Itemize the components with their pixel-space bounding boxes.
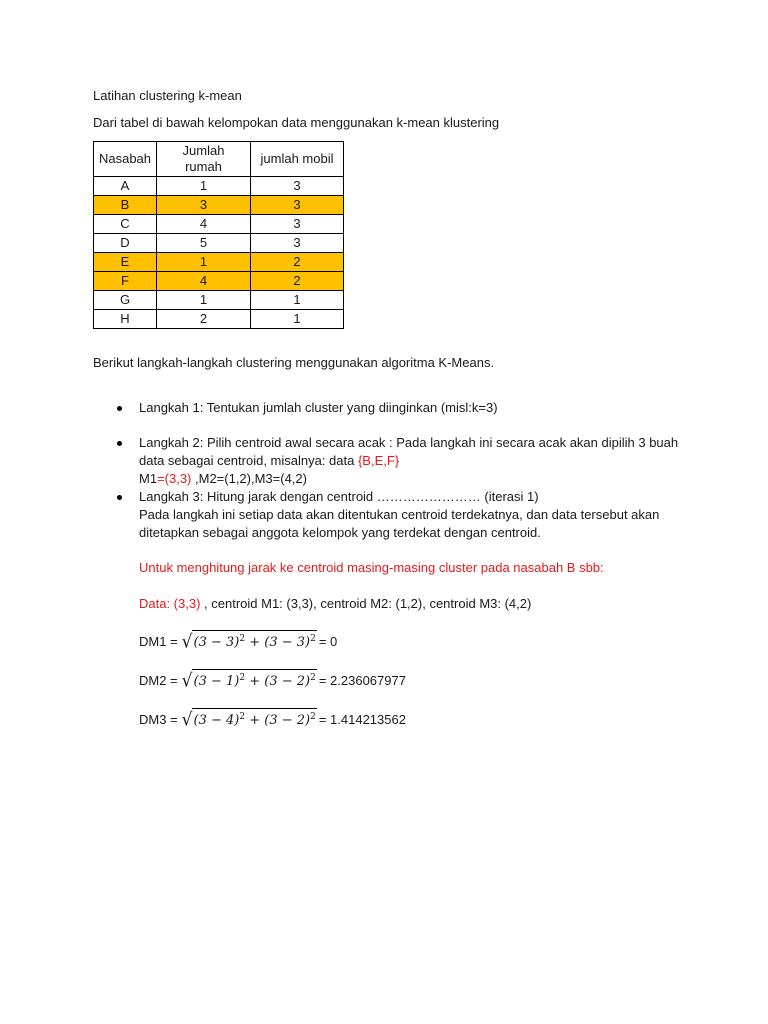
table-row bbox=[94, 253, 344, 272]
data-centroid-line: Data: (3,3) , centroid M1: (3,3), centroid M2: (1,2), centroid M3: (4,2) bbox=[139, 596, 532, 611]
cell-nasabah: H bbox=[94, 310, 157, 329]
table-row bbox=[94, 310, 344, 329]
cell-nasabah: E bbox=[94, 253, 157, 272]
result-dm3: = 1.414213562 bbox=[318, 712, 406, 727]
intro-text: Dari tabel di bawah kelompokan data menggunakan k-mean klustering bbox=[93, 115, 500, 130]
cell-nasabah: D bbox=[94, 234, 157, 253]
cell-nasabah: G bbox=[94, 291, 157, 310]
steps-intro: Berikut langkah-langkah clustering menggunakan algoritma K-Means. bbox=[93, 355, 495, 370]
step-2-line-1: Langkah 2: Pilih centroid awal secara acak : Pada langkah ini secara acak akan dipilih 3 buah bbox=[139, 435, 679, 450]
bullet-step-3 bbox=[117, 495, 122, 500]
step-2-selected-data: {B,E,F} bbox=[357, 453, 400, 468]
table-row bbox=[94, 215, 344, 234]
cell-jumlah-rumah: 4 bbox=[157, 272, 251, 291]
result-dm2: = 2.236067977 bbox=[318, 673, 406, 688]
cell-jumlah-mobil: 2 bbox=[251, 253, 344, 272]
document-title: Latihan clustering k-mean bbox=[93, 88, 242, 103]
cell-jumlah-rumah: 2 bbox=[157, 310, 251, 329]
table-row bbox=[94, 291, 344, 310]
bullet-step-2 bbox=[117, 441, 122, 446]
cell-jumlah-rumah: 1 bbox=[157, 253, 251, 272]
data-point-b: Data: (3,3) bbox=[139, 596, 201, 611]
cell-jumlah-rumah: 1 bbox=[157, 177, 251, 196]
step-3-line-2: Pada langkah ini setiap data akan ditentukan centroid terdekatnya, dan data tersebut akan bbox=[139, 507, 660, 522]
table-row bbox=[94, 177, 344, 196]
table-row bbox=[94, 272, 344, 291]
cell-nasabah: C bbox=[94, 215, 157, 234]
cell-nasabah: F bbox=[94, 272, 157, 291]
cell-jumlah-rumah: 3 bbox=[157, 196, 251, 215]
step-2-line-2: data sebagai centroid, misalnya: data {B,E,F} bbox=[139, 453, 400, 468]
distance-note: Untuk menghitung jarak ke centroid masing-masing cluster pada nasabah B sbb: bbox=[139, 560, 604, 575]
sqrt-dm3: √ $(3 - 4)^2 + (3 - 2)^2$ bbox=[181, 709, 316, 731]
cell-jumlah-mobil: 3 bbox=[251, 234, 344, 253]
cell-jumlah-mobil: 2 bbox=[251, 272, 344, 291]
formula-dm3: DM3 = √ $(3 - 4)^2 + (3 - 2)^2$ = 1.414213562 bbox=[139, 709, 406, 731]
centroid-m1-value: =(3,3) bbox=[157, 471, 192, 486]
cell-jumlah-mobil: 3 bbox=[251, 177, 344, 196]
cell-jumlah-mobil: 3 bbox=[251, 196, 344, 215]
data-table bbox=[93, 141, 344, 329]
header-jumlah-mobil: jumlah mobil bbox=[251, 142, 344, 177]
step-3-line-1: Langkah 3: Hitung jarak dengan centroid …………………… (iterasi 1) bbox=[139, 489, 539, 504]
step-3-line-3: ditetapkan sebagai anggota kelompok yang terdekat dengan centroid. bbox=[139, 525, 541, 540]
table-row bbox=[94, 234, 344, 253]
step-2-line-3: M1=(3,3) ,M2=(1,2),M3=(4,2) bbox=[139, 471, 307, 486]
header-jumlah-rumah: Jumlah rumah bbox=[157, 142, 251, 177]
cell-jumlah-rumah: 1 bbox=[157, 291, 251, 310]
cell-nasabah: A bbox=[94, 177, 157, 196]
cell-jumlah-mobil: 1 bbox=[251, 310, 344, 329]
sqrt-dm1: √ $(3 - 3)^2 + (3 - 3)^2$ bbox=[181, 631, 316, 653]
step-1-text: Langkah 1: Tentukan jumlah cluster yang diinginkan (misl:k=3) bbox=[139, 400, 498, 415]
cell-jumlah-rumah: 4 bbox=[157, 215, 251, 234]
formula-dm2: DM2 = √ $(3 - 1)^2 + (3 - 2)^2$ = 2.236067977 bbox=[139, 670, 406, 692]
sqrt-dm2: √ $(3 - 1)^2 + (3 - 2)^2$ bbox=[181, 670, 316, 692]
table-header-row bbox=[94, 142, 344, 177]
header-nasabah: Nasabah bbox=[94, 142, 157, 177]
bullet-step-1 bbox=[117, 406, 122, 411]
cell-jumlah-mobil: 1 bbox=[251, 291, 344, 310]
cell-jumlah-mobil: 3 bbox=[251, 215, 344, 234]
cell-jumlah-rumah: 5 bbox=[157, 234, 251, 253]
table-row bbox=[94, 196, 344, 215]
formula-dm1: DM1 = √ $(3 - 3)^2 + (3 - 3)^2$ = 0 bbox=[139, 631, 338, 653]
cell-nasabah: B bbox=[94, 196, 157, 215]
result-dm1: = 0 bbox=[318, 634, 338, 649]
